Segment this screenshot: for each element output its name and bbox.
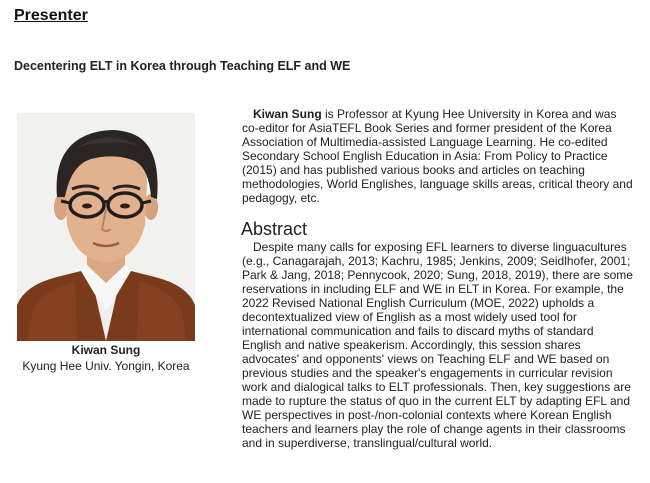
abstract-title: Abstract	[241, 219, 308, 239]
bio-name: Kiwan Sung	[253, 107, 322, 121]
presenter-portrait-icon	[17, 113, 195, 341]
abstract-body	[242, 240, 636, 450]
session-title: Decentering ELT in Korea through Teaching ELF and WE	[14, 59, 351, 73]
presenter-photo	[17, 113, 195, 341]
presenter-name: Kiwan Sung	[71, 343, 141, 357]
bio-text: is Professor at Kyung Hee University in Korea and was co-editor for AsiaTEFL Book Series and former president of the Korea Association of Multimedia-assisted Language Learning. He co-edited Secondary School English Education in Asia: From Policy to Practice (2015) and has published various books and articles on teaching methodologies, World Englishes, language skills areas, critical theory and pedagogy, etc.	[242, 107, 633, 205]
presenter-bio	[242, 107, 636, 205]
photo-caption	[0, 342, 212, 374]
abstract-text: Despite many calls for exposing EFL learners to diverse linguacultures (e.g., Canagarajah, 2013; Kachru, 1985; Jenkins, 2009; Seidlhofer, 2001; Park & Jang, 2018; Pennycook, 2020; Sung, 2018, 2019), there are some reservations in including ELF and WE in ELT in Korea. For example, the 2022 Revised National English Curriculum (MOE, 2022) upholds a decontextualized view of English as a most widely used tool for international communication and fails to discard myths of standard English and native speakerism. Accordingly, this session shares advocates' and opponents' views on Teaching ELF and WE based on previous studies and the speaker's engagements in curricular revision work and dialogical talks to ELT professionals. Then, key suggestions are made to rupture the status of quo in the current ELT by adapting EFL and WE perspectives in post-/non-colonial contexts where Korean English teachers and learners play the role of change agents in their classrooms and in superdiverse, translingual/cultural world.	[242, 240, 633, 450]
section-heading: Presenter	[14, 7, 88, 24]
presenter-affiliation: Kyung Hee Univ. Yongin, Korea	[22, 359, 190, 373]
